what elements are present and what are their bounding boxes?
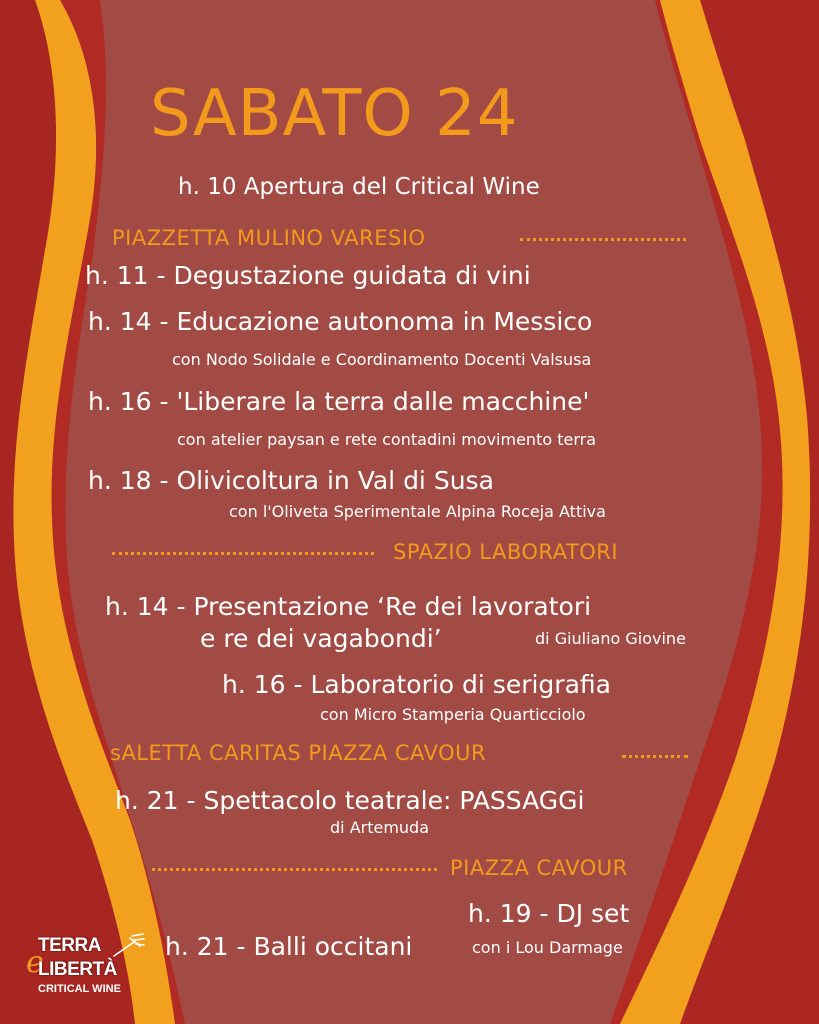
section-dots (520, 238, 686, 241)
event-title: h. 14 - Presentazione ‘Re dei lavoratori (105, 592, 592, 621)
pitchfork-icon (112, 932, 146, 958)
event-title: h. 18 - Olivicoltura in Val di Susa (88, 466, 494, 495)
section-heading-piazza-cavour: PIAZZA CAVOUR (450, 856, 628, 880)
event-title: h. 16 - 'Liberare la terra dalle macchine' (88, 387, 590, 416)
event-subtitle: con i Lou Darmage (472, 938, 623, 957)
section-dots (112, 552, 374, 555)
event-subtitle: con Micro Stamperia Quarticciolo (320, 705, 586, 724)
event-author: di Giuliano Giovine (535, 629, 686, 648)
event-title: h. 14 - Educazione autonoma in Messico (88, 307, 593, 336)
event-title: h. 11 - Degustazione guidata di vini (85, 261, 531, 290)
opening-event: h. 10 Apertura del Critical Wine (178, 174, 540, 200)
event-subtitle: con l'Oliveta Sperimentale Alpina Roceja Attiva (229, 502, 606, 521)
event-subtitle: di Artemuda (330, 818, 430, 837)
logo-line-liberta: LIBERTÀ (38, 959, 117, 980)
section-dots (152, 868, 437, 871)
logo-line-critical-wine: CRITICAL WINE (38, 983, 121, 995)
logo-e-prefix: e (26, 945, 44, 980)
event-subtitle: con Nodo Solidale e Coordinamento Docenti Valsusa (172, 350, 592, 369)
event-title: h. 21 - Balli occitani (165, 932, 413, 961)
logo-line-terra: TERRA (38, 935, 101, 956)
section-heading-saletta-caritas: sALETTA CARITAS PIAZZA CAVOUR (110, 741, 487, 765)
event-title-continued: e re dei vagabondi’ (200, 624, 442, 653)
event-subtitle: con atelier paysan e rete contadini movimento terra (177, 430, 597, 449)
event-title: h. 16 - Laboratorio di serigrafia (222, 670, 611, 699)
section-dots (622, 755, 688, 758)
terra-liberta-logo (28, 932, 148, 1002)
event-title: h. 19 - DJ set (468, 899, 630, 928)
event-title: h. 21 - Spettacolo teatrale: PASSAGGi (115, 786, 585, 815)
section-heading-piazzetta-mulino-varesio: PIAZZETTA MULINO VARESIO (112, 226, 426, 250)
page-title: SABATO 24 (150, 77, 519, 151)
section-heading-spazio-laboratori: SPAZIO LABORATORI (393, 540, 619, 564)
